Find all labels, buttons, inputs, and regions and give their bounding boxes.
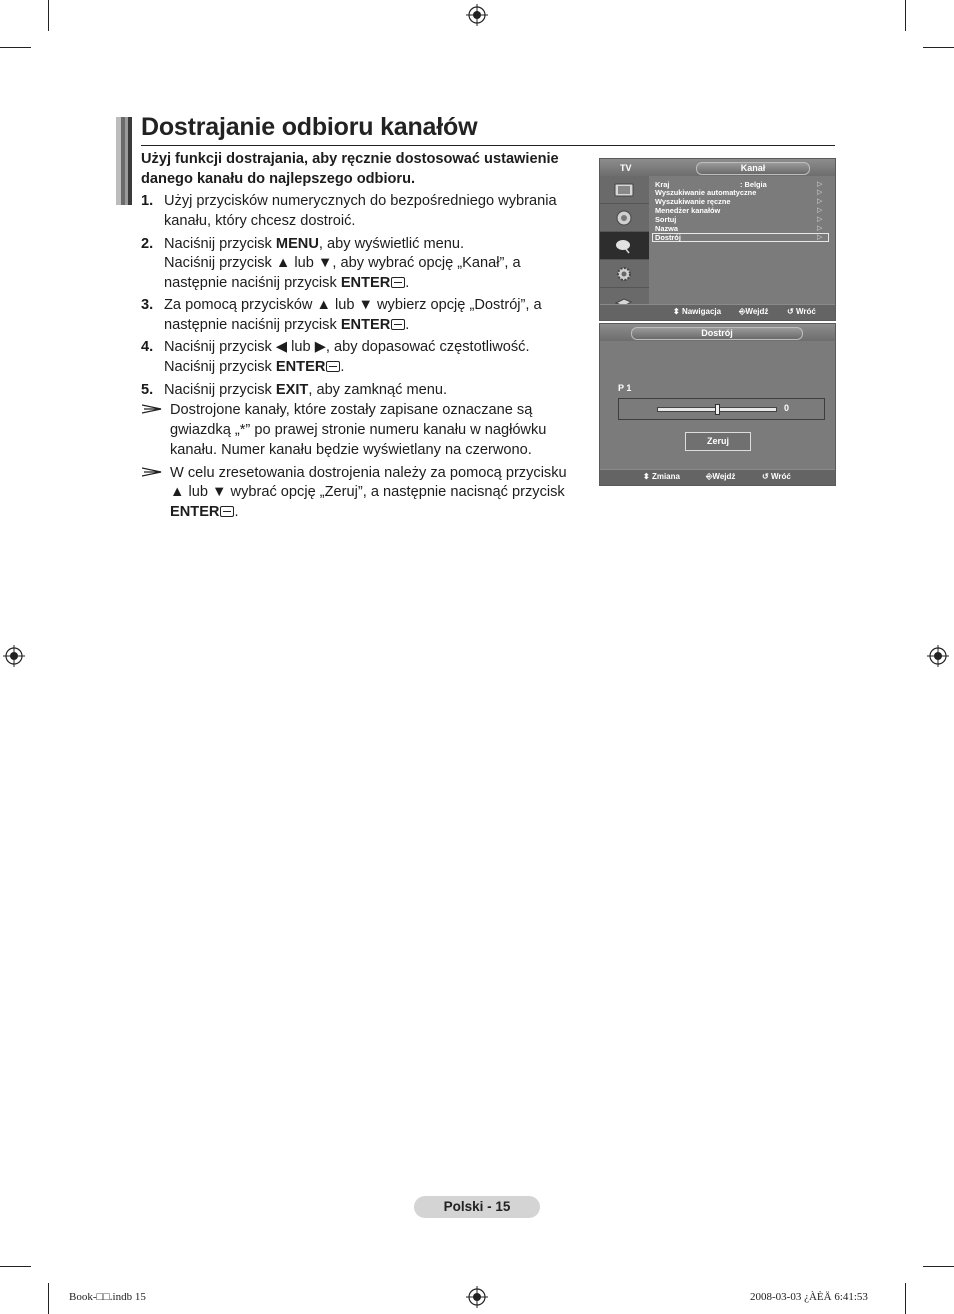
- registration-mark-icon: [466, 4, 488, 26]
- screen-title: Dostrój: [631, 327, 803, 340]
- crop-mark: [923, 1266, 954, 1267]
- chevron-right-icon: ▷: [817, 189, 823, 196]
- enter-icon: [220, 506, 234, 517]
- menu-item-name[interactable]: Nazwa: [655, 224, 679, 233]
- chevron-right-icon: ▷: [817, 198, 823, 205]
- step-text: Użyj przycisków numerycznych do bezpośredniego wybrania: [164, 193, 557, 209]
- picture-icon: [614, 181, 634, 199]
- sidebar-item-picture[interactable]: [600, 176, 649, 204]
- screen-footer: [600, 469, 835, 485]
- sidebar-item-channel[interactable]: [600, 232, 649, 260]
- chevron-right-icon: ▷: [817, 207, 823, 214]
- menu-item-fine-tune[interactable]: Dostrój: [655, 233, 681, 242]
- note-text: Dostrojone kanały, które zostały zapisane oznaczane są: [170, 402, 533, 418]
- registration-mark-icon: [3, 645, 25, 667]
- note-arrow-icon: [142, 403, 162, 415]
- crop-mark: [905, 0, 906, 31]
- note-arrow-icon: [142, 466, 162, 478]
- chevron-right-icon: ▷: [817, 216, 823, 223]
- step-number: 3.: [141, 297, 154, 313]
- step-text: kanału, który chcesz dostroić.: [164, 213, 356, 229]
- menu-title: Kanał: [696, 162, 810, 175]
- enter-icon: [326, 361, 340, 372]
- tv-label: TV: [620, 163, 632, 173]
- step-text: Naciśnij przycisk EXIT, aby zamknąć menu.: [164, 382, 448, 398]
- crop-mark: [905, 1283, 906, 1314]
- step-text: Naciśnij przycisk MENU, aby wyświetlić menu.: [164, 236, 465, 252]
- back-hint: ↺ Wróć: [762, 472, 791, 481]
- page-title: Dostrajanie odbioru kanałów: [141, 113, 478, 141]
- tv-fine-tune-screen: [599, 323, 836, 486]
- satellite-dish-icon: [614, 237, 634, 255]
- nav-hint: ⬍ Nawigacja: [673, 307, 722, 316]
- imprint-left: Book-□□.indb 15: [69, 1291, 146, 1303]
- chevron-right-icon: ▷: [817, 181, 823, 188]
- registration-mark-icon: [927, 645, 949, 667]
- sidebar-item-sound[interactable]: [600, 204, 649, 232]
- tv-menu-screen: [599, 158, 836, 321]
- registration-mark-icon: [466, 1286, 488, 1308]
- step-number: 5.: [141, 382, 154, 398]
- crop-mark: [0, 1266, 31, 1267]
- step-text: Naciśnij przycisk ◀ lub ▶, aby dopasować częstotliwość.: [164, 339, 530, 355]
- menu-item-auto-search[interactable]: Wyszukiwanie automatyczne: [655, 188, 757, 197]
- enter-hint: ⎆Wejdź: [739, 307, 769, 316]
- enter-icon: [391, 319, 405, 330]
- step-text: Naciśnij przycisk ENTER .: [164, 359, 345, 375]
- page-number-badge: Polski - 15: [414, 1196, 540, 1218]
- step-text: Naciśnij przycisk ▲ lub ▼, aby wybrać opcję „Kanał”, a: [164, 255, 521, 271]
- enter-icon: [391, 277, 405, 288]
- step-number: 1.: [141, 193, 154, 209]
- menu-item-channel-manager[interactable]: Menedżer kanałów: [655, 206, 721, 215]
- chevron-right-icon: ▷: [817, 234, 823, 241]
- menu-item-manual-search[interactable]: Wyszukiwanie ręczne: [655, 197, 731, 206]
- screen-footer: [600, 304, 835, 320]
- step-text: następnie naciśnij przycisk ENTER .: [164, 317, 410, 333]
- title-accent-bars: [116, 117, 132, 205]
- title-rule: [141, 145, 835, 146]
- step-number: 2.: [141, 236, 154, 252]
- fine-tune-value: 0: [784, 403, 790, 413]
- intro-line: danego kanału do najlepszego odbioru.: [141, 171, 416, 187]
- note-text: ▲ lub ▼ wybrać opcję „Zeruj”, a następnie nacisnąć przycisk: [170, 484, 565, 500]
- step-text: Za pomocą przycisków ▲ lub ▼ wybierz opcję „Dostrój”, a: [164, 297, 542, 313]
- reset-button[interactable]: Zeruj: [685, 432, 751, 451]
- back-hint: ↺ Wróć: [787, 307, 816, 316]
- sound-icon: [614, 209, 634, 227]
- intro-line: Użyj funkcji dostrajania, aby ręcznie dostosować ustawienie: [141, 151, 559, 167]
- menu-item-country[interactable]: Kraj : Belgia: [655, 180, 767, 189]
- note-text: kanału. Numer kanału będzie wyświetlany na czerwono.: [170, 442, 532, 458]
- step-number: 4.: [141, 339, 154, 355]
- fine-tune-slider-thumb[interactable]: [715, 404, 720, 415]
- note-text: ENTER .: [170, 504, 239, 520]
- note-text: W celu zresetowania dostrojenia należy za pomocą przycisku: [170, 465, 567, 481]
- imprint-right: 2008-03-03 ¿ÀÈÄ 6:41:53: [750, 1291, 868, 1303]
- channel-label: P 1: [618, 383, 632, 393]
- step-text: następnie naciśnij przycisk ENTER .: [164, 275, 410, 291]
- crop-mark: [923, 47, 954, 48]
- sidebar-item-setup[interactable]: [600, 260, 649, 288]
- chevron-right-icon: ▷: [817, 225, 823, 232]
- note-text: gwiazdką „*” po prawej stronie numeru kanału w nagłówku: [170, 422, 547, 438]
- menu-item-sort[interactable]: Sortuj: [655, 215, 677, 224]
- gear-icon: [614, 265, 634, 283]
- crop-mark: [0, 47, 31, 48]
- change-hint: ⬍ Zmiana: [643, 472, 680, 481]
- enter-hint: ⎆Wejdź: [706, 472, 736, 481]
- crop-mark: [48, 0, 49, 31]
- crop-mark: [48, 1283, 49, 1314]
